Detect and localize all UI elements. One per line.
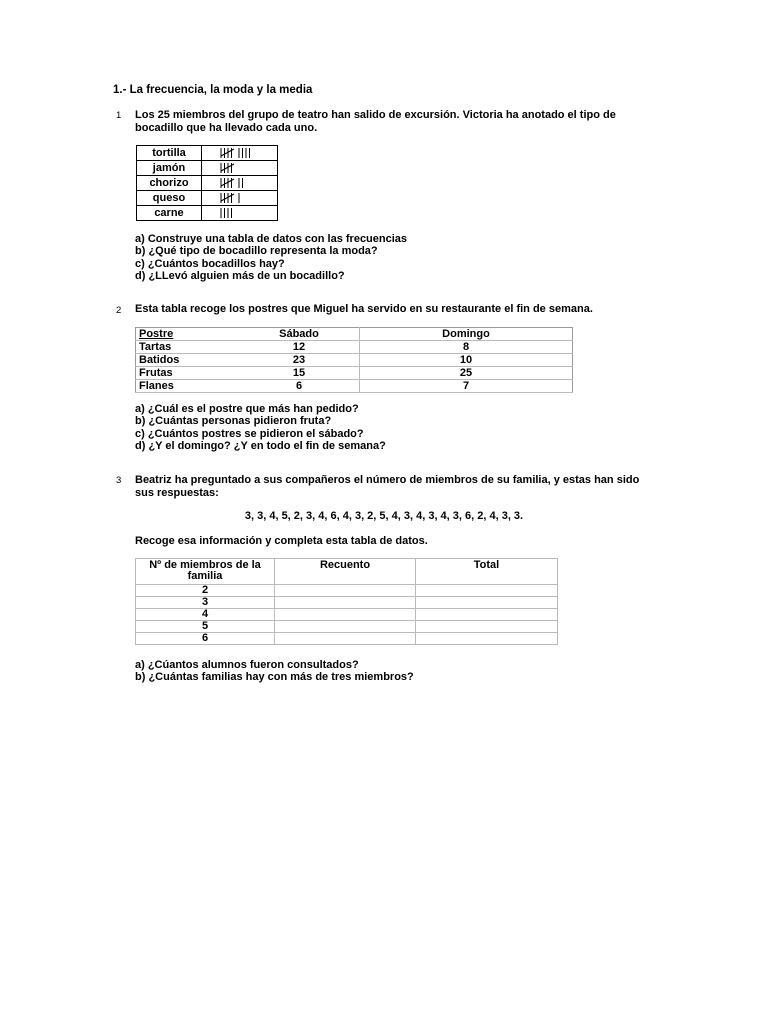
dessert-sunday: 10 bbox=[360, 354, 573, 367]
exercise-3-question-b: b) ¿Cuántas familias hay con más de tres miembros? bbox=[135, 671, 414, 684]
family-header-members: Nº de miembros de la familia bbox=[136, 559, 275, 585]
dessert-sunday: 25 bbox=[360, 367, 573, 380]
family-members-value: 6 bbox=[136, 633, 275, 645]
dessert-saturday: 15 bbox=[239, 367, 360, 380]
tally-marks bbox=[202, 191, 278, 206]
sandwich-type: jamón bbox=[137, 161, 202, 176]
tally-marks bbox=[202, 161, 278, 176]
tally-marks-icon bbox=[220, 147, 276, 159]
exercise-1-questions bbox=[135, 233, 407, 282]
desserts-header-sabado: Sábado bbox=[239, 328, 360, 341]
dessert-name: Frutas bbox=[136, 367, 240, 380]
sandwich-type: carne bbox=[137, 206, 202, 221]
tally-marks-icon bbox=[220, 162, 276, 174]
sandwich-type: tortilla bbox=[137, 146, 202, 161]
exercise-1-question-b: b) ¿Qué tipo de bocadillo representa la moda? bbox=[135, 245, 378, 258]
total-cell[interactable] bbox=[416, 633, 558, 645]
total-cell[interactable] bbox=[416, 597, 558, 609]
table-row bbox=[136, 609, 558, 621]
tally-marks bbox=[202, 146, 278, 161]
table-row bbox=[136, 341, 573, 354]
exercise-2-question-b: b) ¿Cuántas personas pidieron fruta? bbox=[135, 415, 332, 428]
exercise-2-number: 2 bbox=[116, 305, 122, 316]
table-row bbox=[136, 367, 573, 380]
sandwich-type: queso bbox=[137, 191, 202, 206]
family-header-recuento: Recuento bbox=[275, 559, 416, 585]
exercise-3-instruction: Recoge esa información y completa esta tabla de datos. bbox=[135, 535, 428, 547]
table-row bbox=[136, 621, 558, 633]
family-members-value: 5 bbox=[136, 621, 275, 633]
exercise-2-questions bbox=[135, 403, 386, 452]
recuento-cell[interactable] bbox=[275, 621, 416, 633]
exercise-1-question-c: c) ¿Cuántos bocadillos hay? bbox=[135, 257, 285, 270]
table-row bbox=[136, 354, 573, 367]
table-row bbox=[136, 585, 558, 597]
dessert-sunday: 7 bbox=[360, 380, 573, 393]
exercise-2-question-d: d) ¿Y el domingo? ¿Y en todo el fin de semana? bbox=[135, 439, 386, 452]
section-title: 1.- La frecuencia, la moda y la media bbox=[113, 84, 313, 96]
recuento-cell[interactable] bbox=[275, 585, 416, 597]
exercise-3-text bbox=[135, 474, 639, 500]
dessert-saturday: 23 bbox=[239, 354, 360, 367]
family-members-value: 2 bbox=[136, 585, 275, 597]
dessert-name: Tartas bbox=[136, 341, 240, 354]
recuento-cell[interactable] bbox=[275, 597, 416, 609]
family-header-total: Total bbox=[416, 559, 558, 585]
tally-marks-icon bbox=[220, 192, 276, 204]
exercise-3-questions bbox=[135, 659, 414, 684]
tally-marks bbox=[202, 206, 278, 221]
exercise-2-question-c: c) ¿Cuántos postres se pidieron el sábado? bbox=[135, 427, 364, 440]
desserts-header-postre: Postre bbox=[136, 328, 240, 341]
exercise-1-text bbox=[135, 109, 616, 135]
total-cell[interactable] bbox=[416, 585, 558, 597]
family-members-value: 4 bbox=[136, 609, 275, 621]
table-row bbox=[137, 191, 278, 206]
table-row bbox=[137, 161, 278, 176]
dessert-saturday: 6 bbox=[239, 380, 360, 393]
recuento-cell[interactable] bbox=[275, 609, 416, 621]
exercise-3-text-line-2: sus respuestas: bbox=[135, 487, 219, 499]
recuento-cell[interactable] bbox=[275, 633, 416, 645]
dessert-name: Flanes bbox=[136, 380, 240, 393]
tally-marks-icon bbox=[220, 177, 276, 189]
dessert-sunday: 8 bbox=[360, 341, 573, 354]
table-row bbox=[137, 146, 278, 161]
family-members-table bbox=[135, 558, 558, 645]
family-members-sequence: 3, 3, 4, 5, 2, 3, 4, 6, 4, 3, 2, 5, 4, 3, 4, 3, 4, 3, 6, 2, 4, 3, 3. bbox=[244, 510, 524, 522]
exercise-1-question-d: d) ¿LLevó alguien más de un bocadillo? bbox=[135, 269, 345, 282]
desserts-header-domingo: Domingo bbox=[360, 328, 573, 341]
exercise-3-question-a: a) ¿Cúantos alumnos fueron consultados? bbox=[135, 659, 359, 671]
tally-marks-icon bbox=[220, 207, 276, 219]
desserts-table bbox=[135, 327, 573, 393]
exercise-1-number: 1 bbox=[116, 110, 122, 121]
exercise-3-number: 3 bbox=[116, 475, 122, 486]
family-table-header-row bbox=[136, 559, 558, 585]
table-row bbox=[137, 206, 278, 221]
exercise-2-text: Esta tabla recoge los postres que Miguel ha servido en su restaurante el fin de semana. bbox=[135, 303, 593, 315]
desserts-table-header-row bbox=[136, 328, 573, 341]
family-members-value: 3 bbox=[136, 597, 275, 609]
exercise-2-question-a: a) ¿Cuál es el postre que más han pedido? bbox=[135, 403, 359, 415]
dessert-saturday: 12 bbox=[239, 341, 360, 354]
table-row bbox=[136, 633, 558, 645]
tally-marks bbox=[202, 176, 278, 191]
total-cell[interactable] bbox=[416, 609, 558, 621]
exercise-1-text-line-1: Los 25 miembros del grupo de teatro han salido de excursión. Victoria ha anotado el tipo de bbox=[135, 109, 616, 121]
table-row bbox=[136, 597, 558, 609]
dessert-name: Batidos bbox=[136, 354, 240, 367]
sandwich-type: chorizo bbox=[137, 176, 202, 191]
table-row bbox=[136, 380, 573, 393]
total-cell[interactable] bbox=[416, 621, 558, 633]
exercise-1-question-a: a) Construye una tabla de datos con las frecuencias bbox=[135, 233, 408, 245]
exercise-3-text-line-1: Beatriz ha preguntado a sus compañeros el número de miembros de su familia, y estas han sido bbox=[135, 474, 640, 486]
table-row bbox=[137, 176, 278, 191]
sandwich-tally-table bbox=[136, 145, 278, 221]
exercise-1-text-line-2: bocadillo que ha llevado cada uno. bbox=[135, 122, 318, 134]
